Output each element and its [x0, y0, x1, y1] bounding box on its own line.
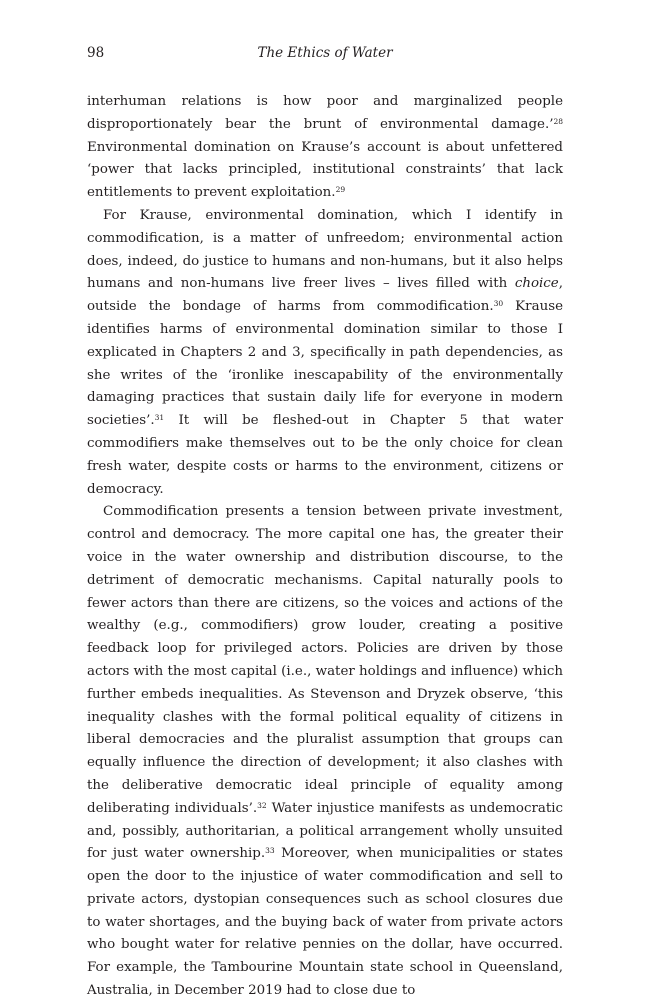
footnote-marker[interactable]: 29: [335, 185, 346, 195]
running-title: The Ethics of Water: [257, 45, 393, 61]
text-segment: interhuman relations is how poor and marginalized people disproportionately bear the brunt of environmental damage.’: [87, 94, 563, 132]
paragraph: [87, 91, 563, 205]
text-segment: Krause identifies harms of environmental domination similar to those I explicated in Chapters 2 and 3, specifically in path dependencies, as she writes of the ‘ironlike inescapability of the environmentally damaging practices that sustain daily life for everyone in modern societies’.: [87, 299, 563, 429]
page-number: 98: [87, 45, 105, 61]
footnote-marker[interactable]: 31: [154, 413, 165, 423]
body-text: [87, 91, 563, 1003]
text-segment: Environmental domination on Krause’s account is about unfettered ‘power that lacks principled, institutional constraints’ that lack entitlements to prevent exploitation.: [87, 139, 563, 201]
text-segment: It will be fleshed-out in Chapter 5 that water commodifiers make themselves out to be the only choice for clean fresh water, despite costs or harms to the environment, citizens or democracy.: [87, 413, 563, 497]
text-segment: , outside the bondage of harms from commodification.: [87, 276, 563, 315]
footnote-marker[interactable]: 32: [257, 800, 267, 810]
footnote-marker[interactable]: 33: [265, 846, 275, 856]
text-segment: Commodification presents a tension between private investment, control and democracy. The more capital one has, the greater their voice in the water ownership and distribution discourse, to the detriment of democratic mechanisms. Capital naturally pools to fewer actors than there are citizens, so the voices and actions of the wealthy (e.g., commodifiers) grow louder, creating a positive feedback loop for privileged actors. Policies are driven by those actors with the most capital (i.e., water holdings and influence) which further embeds inequalities. As Stevenson and Dryzek observe, ‘this inequality clashes with the formal political equality of citizens in liberal democracies and the pluralist assumption that groups can equally influence the direction of development; it also clashes with the deliberative democratic ideal principle of equality among deliberating individuals’.: [87, 504, 564, 816]
emphasized-text: choice: [514, 276, 559, 292]
paragraph: [87, 501, 563, 1003]
footnote-marker[interactable]: 28: [553, 116, 563, 126]
text-segment: For Krause, environmental domination, which I identify in commodification, is a matter of unfreedom; environmental action does, indeed, do justice to humans and non-humans, but it also helps humans and non-humans live freer lives – lives filled with: [87, 207, 563, 292]
paragraph: [87, 205, 563, 501]
text-segment: Moreover, when municipalities or states open the door to the injustice of water commodification and sell to private actors, dystopian consequences such as school closures due to water shortages, and the buying back of water from private actors who bought water for relative pennies on the dollar, have occurred. For example, the Tambourine Mountain state school in Queensland, Australia, in December 2019 had to close due to: [87, 846, 563, 999]
page-header: [87, 42, 563, 64]
footnote-marker[interactable]: 30: [493, 299, 504, 309]
text-segment: Water injustice manifests as undemocratic and, possibly, authoritarian, a political arrangement wholly unsuited for just water ownership.: [87, 800, 564, 862]
book-page: [87, 42, 563, 1003]
